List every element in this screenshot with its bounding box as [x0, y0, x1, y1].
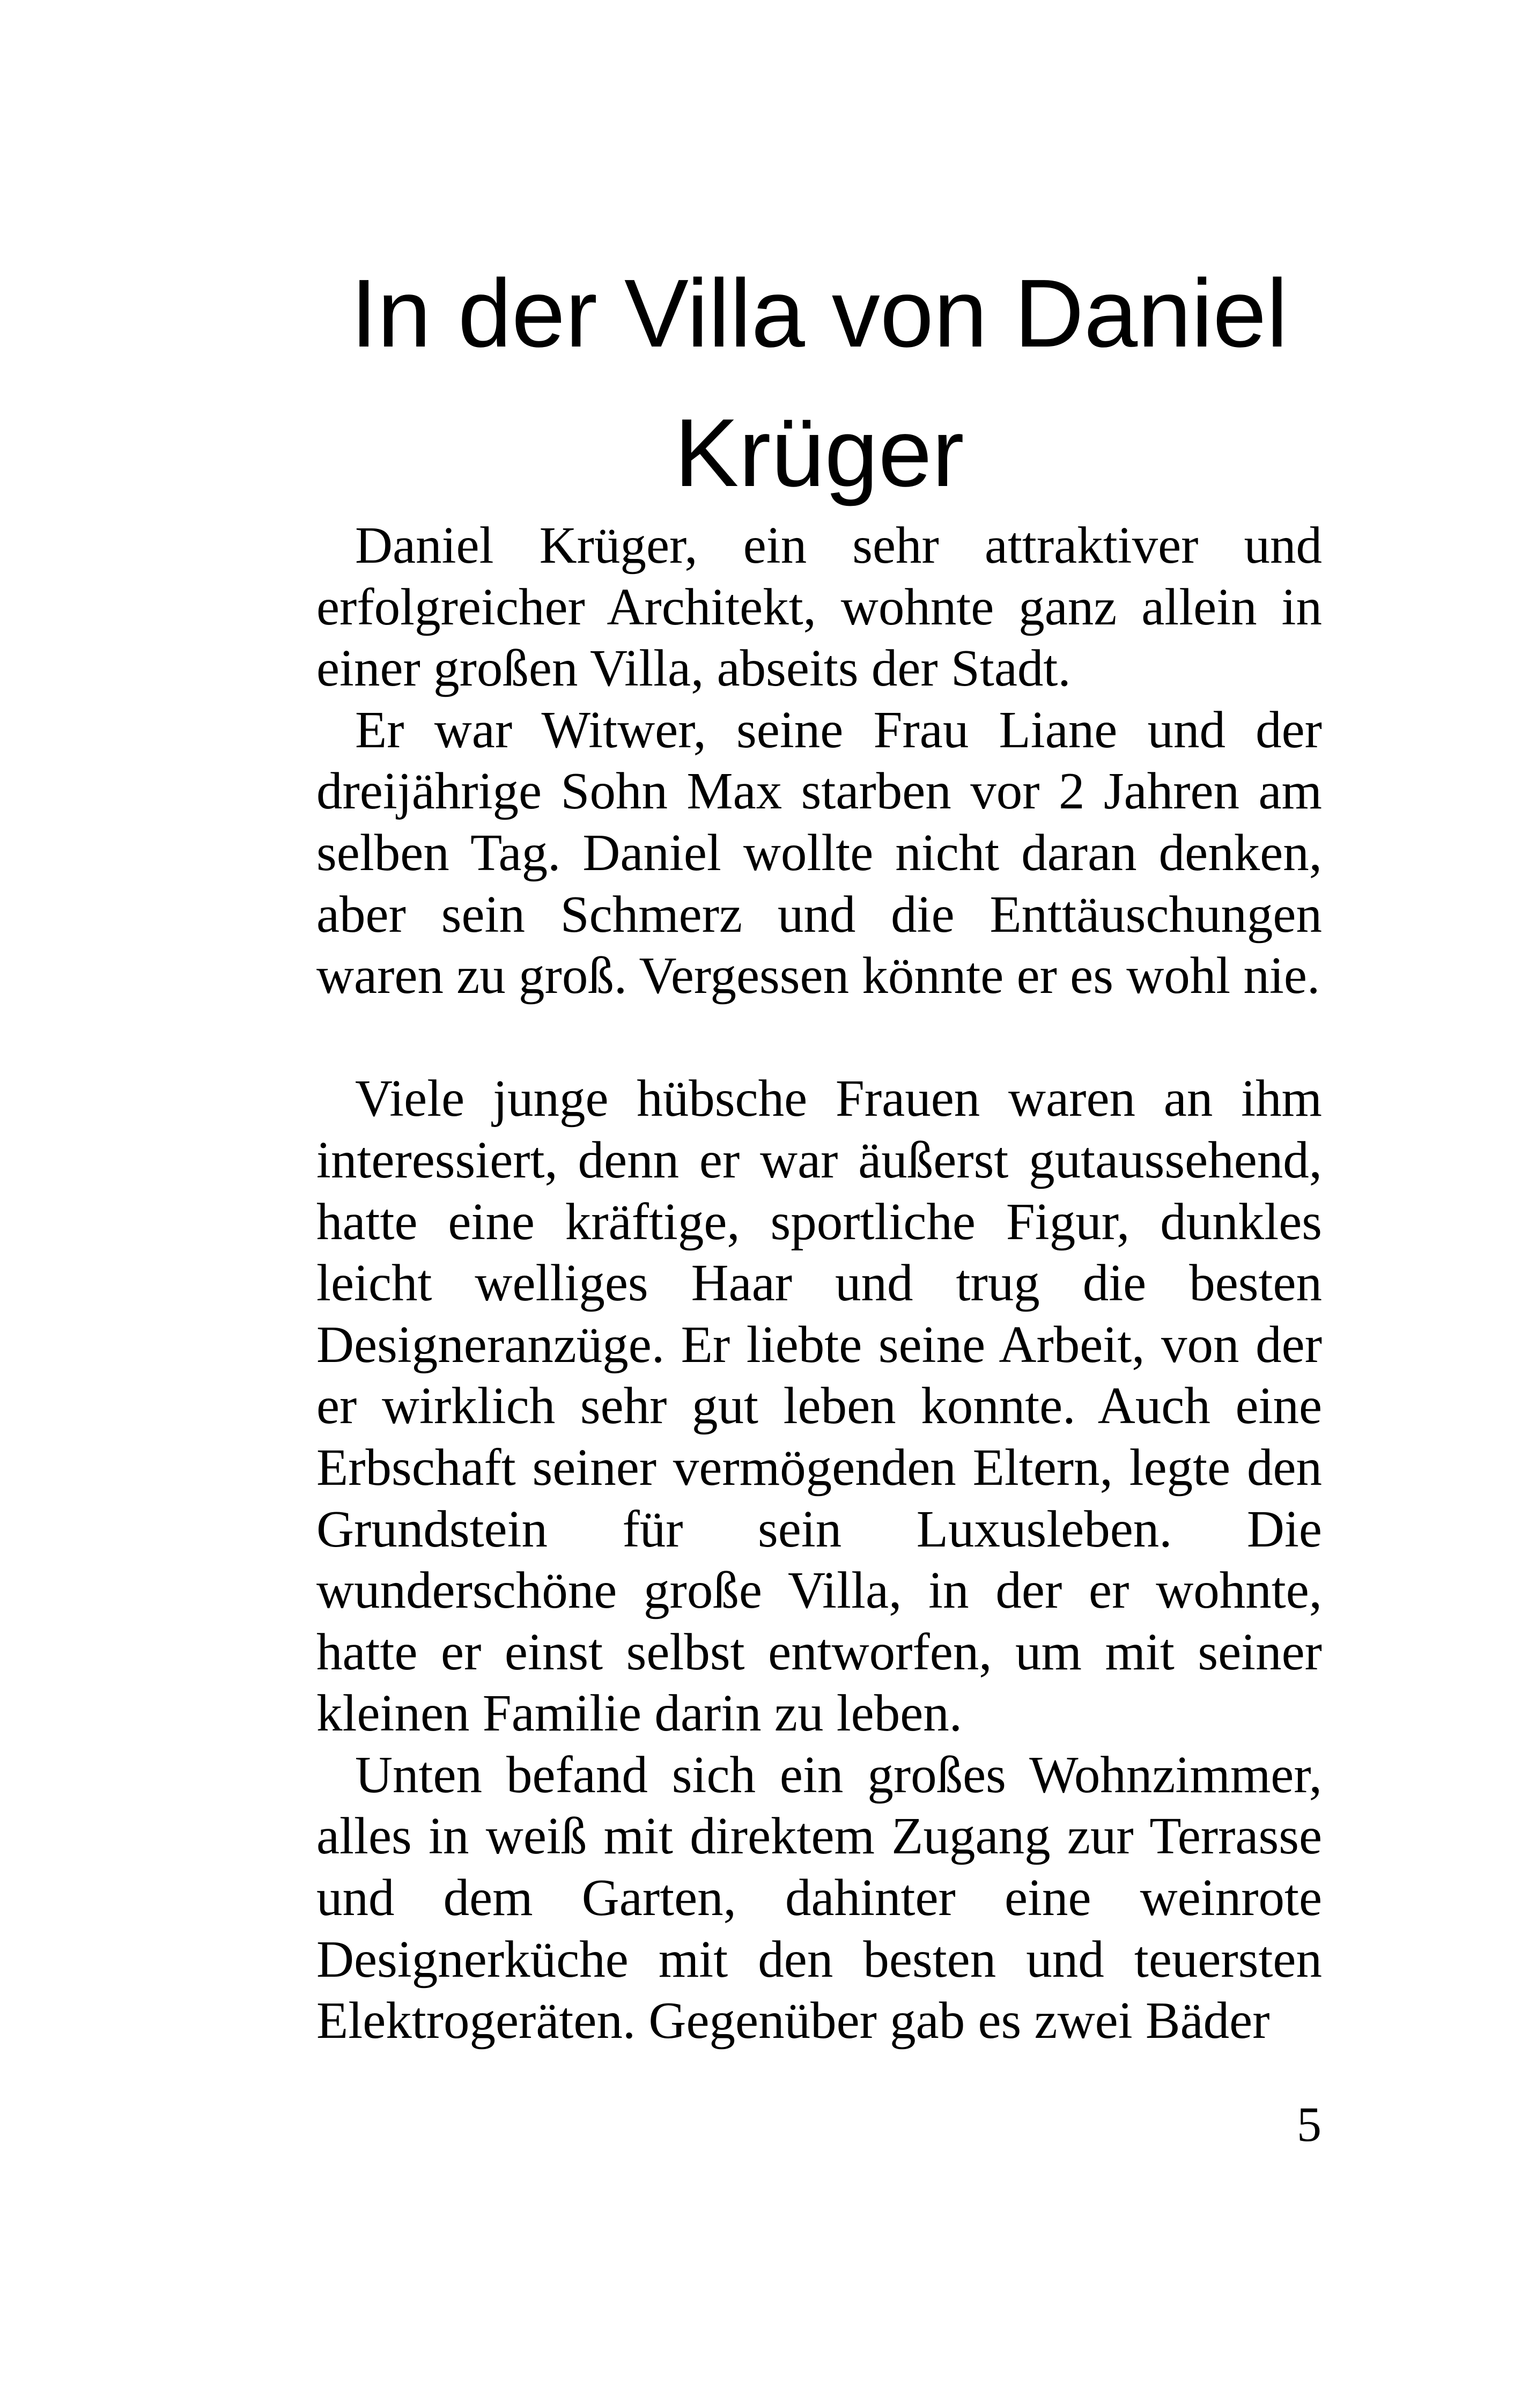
paragraph-4: Unten befand sich ein großes Wohnzimmer, alles in weiß mit direktem Zugang zur Terrasse und dem Garten, dahinter eine weinrote Designerküche mit den besten und teuersten Elektrogeräten. Gegenüber gab es zwei Bäder: [316, 1746, 1322, 2050]
page-number: 5: [1297, 2097, 1321, 2152]
paragraph-2: Er war Witwer, seine Frau Liane und der dreijährige Sohn Max starben vor 2 Jahren am selben Tag. Daniel wollte nicht daran denken, aber sein Schmerz und die Enttäuschungen waren zu groß. Vergessen könnte er es wohl nie.: [316, 701, 1322, 1005]
body-text: [316, 515, 1322, 2052]
paragraph-spacer: [316, 1007, 1322, 1069]
paragraph-3: Viele junge hübsche Frauen waren an ihm interessiert, denn er war äußerst gutaussehend, hatte eine kräftige, sportliche Figur, dunkles leicht welliges Haar und trug die besten Designeranzüge. Er liebte seine Arbeit, von der er wirklich sehr gut leben konnte. Auch eine Erbschaft seiner vermögenden Eltern, legte den Grundstein für sein Luxusleben. Die wunderschöne große Villa, in der er wohnte, hatte er einst selbst entworfen, um mit seiner kleinen Familie darin zu leben.: [316, 1070, 1322, 1742]
chapter-title: In der Villa von Daniel Krüger: [350, 260, 1288, 507]
paragraph-1: Daniel Krüger, ein sehr attraktiver und erfolgreicher Architekt, wohnte ganz allein in einer großen Villa, abseits der Stadt.: [316, 517, 1322, 697]
